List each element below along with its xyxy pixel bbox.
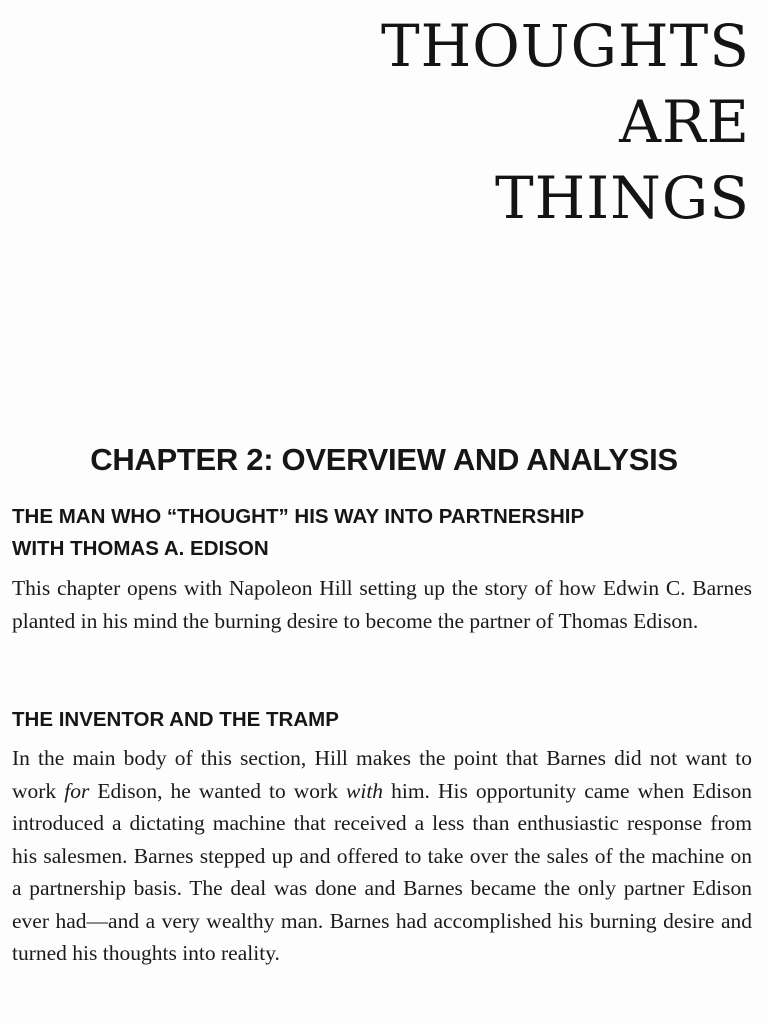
section-2-text-part-1: In the main body of this section, Hill makes the point that Barnes did not want to work xyxy=(12,746,752,803)
section-2-heading: THE INVENTOR AND THE TRAMP xyxy=(12,708,339,731)
section-2-paragraph xyxy=(12,742,752,970)
section-1-heading-line-2: WITH THOMAS A. EDISON xyxy=(12,537,269,560)
title-line-3: THINGS xyxy=(495,164,750,232)
section-2-text-part-2: Edison, he wanted to work xyxy=(89,778,346,803)
section-1-heading xyxy=(12,501,584,565)
section-1-heading-line-1: THE MAN WHO “THOUGHT” HIS WAY INTO PARTNERSHIP xyxy=(12,505,585,528)
title-line-2: ARE xyxy=(619,88,750,156)
section-1-paragraph: This chapter opens with Napoleon Hill setting up the story of how Edwin C. Barnes planted in his mind the burning desire to become the partner of Thomas Edison. xyxy=(12,576,752,633)
chapter-title xyxy=(381,8,750,236)
title-line-1: THOUGHTS xyxy=(380,12,750,80)
section-2-text-part-3: him. His opportunity came when Edison introduced a dictating machine that received a less than enthusiastic response from his salesmen. Barnes stepped up and offered to take over the sales of the machine on a partnership basis. The deal was done and Barnes became the only partner Edison ever had—and a very wealthy man. Barnes had accomplished his burning desire and turned his thoughts into reality. xyxy=(12,778,752,965)
section-2-emphasis-for: for xyxy=(64,778,90,803)
chapter-heading: CHAPTER 2: OVERVIEW AND ANALYSIS xyxy=(90,442,678,477)
section-2-emphasis-with: with xyxy=(346,778,384,803)
